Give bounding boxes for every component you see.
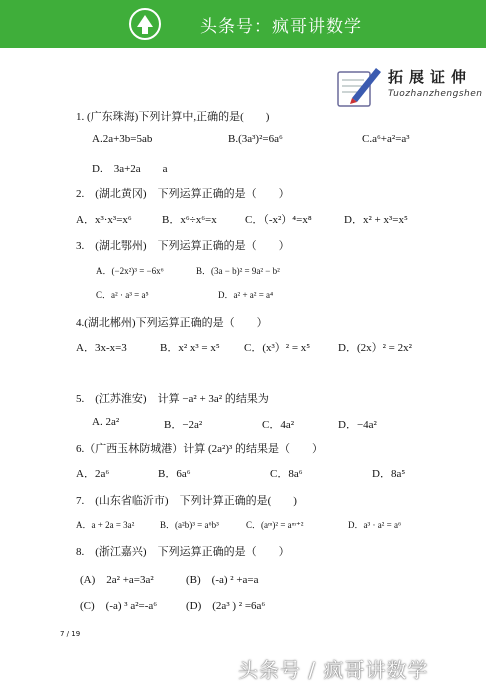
question-1-stem: 1. (广东珠海)下列计算中,正确的是( ) bbox=[76, 111, 270, 123]
question-7-option-a: A．a + 2a = 3a² bbox=[76, 520, 135, 530]
stamp-title: 拓展证伸 bbox=[388, 68, 473, 86]
question-7-option-b: B．(a²b)³ = a⁶b³ bbox=[160, 520, 219, 530]
question-3-option-d: D．a² + a² = a⁴ bbox=[218, 290, 274, 300]
question-2-option-b: B．x⁶÷x⁶=x bbox=[162, 214, 217, 226]
pen-paper-icon bbox=[332, 62, 384, 110]
question-6-option-b: B．6a⁶ bbox=[158, 468, 191, 480]
question-3-option-a: A．(−2x²)³ = −6x⁶ bbox=[96, 266, 164, 276]
question-5-option-c: C．4a² bbox=[262, 419, 295, 431]
question-1-option-a: A.2a+3b=5ab bbox=[92, 133, 153, 145]
question-5-option-a: A. 2a² bbox=[92, 416, 120, 428]
question-2-option-a: A．x³·x³=x⁶ bbox=[76, 214, 132, 226]
question-7-stem: 7. (山东省临沂市) 下列计算正确的是( ) bbox=[76, 495, 297, 507]
question-8-option-a: (A) 2a² +a=3a² bbox=[80, 574, 154, 586]
question-4-option-c: C．(x³）² = x⁵ bbox=[244, 342, 311, 354]
question-6-stem: 6.（广西玉林防城港）计算 (2a²)³ 的结果是（ ） bbox=[76, 443, 324, 455]
question-2-option-d: D．x² + x³=x⁵ bbox=[344, 214, 408, 226]
page-title: 头条号：疯哥讲数学 bbox=[200, 17, 362, 37]
extension-stamp bbox=[332, 62, 482, 112]
question-3-option-c: C．a² · a³ = a⁵ bbox=[96, 290, 149, 300]
stamp-subtitle: Tuozhanzhengshen bbox=[388, 89, 483, 99]
question-1-option-b: B.(3a³)²=6a⁶ bbox=[228, 133, 283, 145]
question-8-stem: 8. (浙江嘉兴) 下列运算正确的是（ ） bbox=[76, 546, 290, 558]
question-8-option-c: (C) (-a) ³ a²=-a⁶ bbox=[80, 600, 158, 612]
question-2-option-c: C．（-x²）⁴=x⁸ bbox=[245, 214, 312, 226]
question-1-option-c: C.a⁶+a²=a³ bbox=[362, 133, 410, 145]
question-8-option-b: (B) (-a) ² +a=a bbox=[186, 574, 259, 586]
watermark: 头条号 / 疯哥讲数学 bbox=[238, 658, 429, 682]
logo-icon bbox=[128, 7, 162, 41]
question-4-stem: 4.(湖北郴州)下列运算正确的是（ ） bbox=[76, 317, 268, 329]
question-5-option-d: D．−4a² bbox=[338, 419, 377, 431]
question-5-stem: 5. (江苏淮安) 计算 −a² + 3a² 的结果为 bbox=[76, 393, 269, 405]
question-3-option-b: B．(3a − b)² = 9a² − b² bbox=[196, 266, 280, 276]
question-2-stem: 2. (湖北黄冈) 下列运算正确的是（ ） bbox=[76, 188, 290, 200]
header-banner bbox=[0, 0, 486, 48]
question-4-option-d: D．(2x）² = 2x² bbox=[338, 342, 412, 354]
question-4-option-a: A．3x-x=3 bbox=[76, 342, 127, 354]
question-3-stem: 3. (湖北鄂州) 下列运算正确的是（ ） bbox=[76, 240, 290, 252]
question-7-option-c: C．(aᵐ)² = aᵐ⁺² bbox=[246, 520, 304, 530]
question-6-option-a: A．2a⁶ bbox=[76, 468, 110, 480]
question-6-option-c: C．8a⁶ bbox=[270, 468, 303, 480]
question-1-option-d: D. 3a+2a a bbox=[92, 163, 168, 175]
question-4-option-b: B．x² x³ = x⁵ bbox=[160, 342, 220, 354]
question-5-option-b: B．−2a² bbox=[164, 419, 203, 431]
question-6-option-d: D．8a⁵ bbox=[372, 468, 406, 480]
page-number: 7 / 19 bbox=[60, 630, 81, 638]
question-8-option-d: (D) (2a³ ) ² =6a⁶ bbox=[186, 600, 266, 612]
question-7-option-d: D．a³ · a² = a⁶ bbox=[348, 520, 402, 530]
